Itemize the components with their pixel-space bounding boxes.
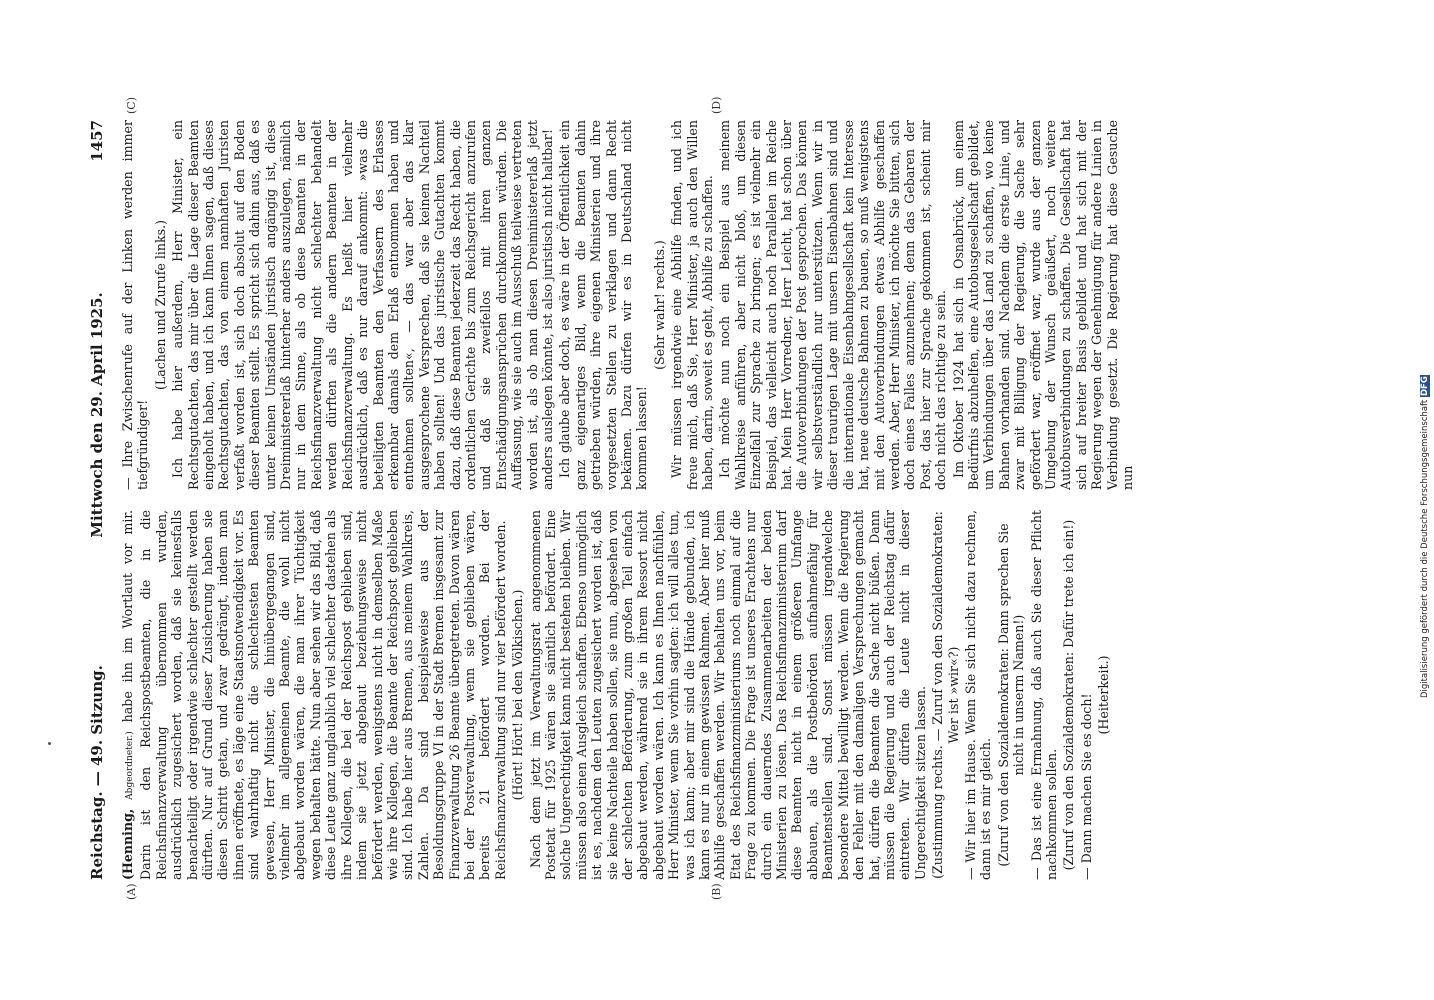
speaker-name: (Henning,: [120, 808, 135, 880]
header-session: Reichstag. — 49. Sitzung.: [88, 665, 106, 880]
paragraph-text: habe ihn im Wortlaut vor mir. Darin ist den Reichspostbeamten, die in die Reichsfinanzverwaltung übernommen wurden, ausdrücklich zugesichert worden, daß sie keinesfalls benachteiligt oder irgendwie schlechter gestellt werden dürften. Nur auf Grund dieser Zusicherung haben sie diesen Schritt getan, und zwar gedrängt, indem man ihnen eröffnete, es läge eine Staatsnotwendigkeit vor. Es sind wahrhaftig nicht die schlechtesten Beamten gewesen, Herr Minister, die hinübergegangen sind, vielmehr im allgemeinen Beamte, die wohl nicht abgebaut worden wären, die man ihrer Tüchtigkeit wegen behalten hätte. Nun aber sehen wir das Bild, daß diese Leute ganz unglaublich viel schlechter dastehen als ihre Kollegen, die bei der Reichspost geblieben sind, indem sie jetzt abgebaut beziehungsweise nicht befördert werden, wenigstens nicht in demselben Maße wie ihre Kollegen, die Beamte der Reichspost geblieben sind. Ich habe hier aus Bremen, aus meinem Wahlkreis, Zahlen. Da sind beispielsweise aus der Besoldungsgruppe VI in der Stadt Bremen insgesamt zur Finanzverwaltung 26 Beamte übergetreten. Davon wären bei der Postverwaltung, wenn sie geblieben wären, bereits 21 befördert worden. Bei der Reichsfinanzverwaltung sind nur vier befördert worden.: [120, 510, 508, 880]
paragraph-text: Ich glaube aber doch, es wäre in der Öffentlichkeit ein ganz eigenartiges Bild, wenn die Beamten dahin getrieben würden, ihre eigenen Ministerien und ihre vorgesetzten Stellen zu verklagen und dann Recht bekämen. Dazu dürfen wir es in Deutschland nicht kommen lassen!: [557, 120, 650, 490]
left-column: [120, 510, 1300, 880]
paragraph-text: Nach dem jetzt im Verwaltungsrat angenommenen Postetat für 1925 wären sie sämtlich befördert. Eine solche Ungerechtigkeit kann nicht bestehen bleiben. Wir müssen also einen Ausgleich schaffen. Ebenso unmöglich ist es, nachdem den Leuten zugesichert worden ist, daß sie keine Nachteile haben sollen, sie nun, abgesehen von der schlechten Beförderung, zum großen Teil einfach abgebaut werden, während sie in ihrem Ressort nicht abgebaut worden wären. Ich kann es Ihnen nachfühlen, Herr Minister, wenn Sie vorhin sagten: ich will alles tun, was ich kann; aber mir sind die Hände gebunden, ich kann es nur in einem gewissen Rahmen. Aber hier muß Abhilfe geschaffen werden. Wir behalten uns vor, beim Etat des Reichsfinanzministeriums noch einmal auf die Frage zu kommen. Die Frage ist unseres Erachtens nur durch ein dauerndes Zusammenarbeiten der beiden Ministerien zu lösen. Das Reichsfinanzministerium darf diese Beamten nicht in einem größeren Umfange abbauen, als die Postbehörden aufnahmefähig für Beamtenstellen sind. Sonst müssen irgendwelche besondere Mittel bewilligt werden. Wenn die Regierung den Fehler mit den damaligen Versprechungen gemacht hat, dürfen die Beamten die Sache nicht büßen. Dann müssen die Regierung und auch der Reichstag dafür eintreten. Wir dürfen die Leute nicht in dieser Ungerechtigkeit sitzen lassen.: [527, 510, 928, 880]
paragraph-text: Ich habe hier außerdem, Herr Minister, ein Rechtsgutachten, das mir über die Lage dieser Beamten eingeholt haben, und ich kann Ihnen sagen, daß dieses Rechtsgutachten, das von einem namhaften Juristen verfaßt worden ist, sich doch absolut auf den Boden dieser Beamten stellt. Es spricht sich dahin aus, daß es unter keinen Umständen juristisch angängig ist, diese Dreiministererlaß hinterher anders auszulegen, nämlich nur in dem Sinne, als ob diese Beamten in der Reichsfinanzverwaltung nicht schlechter behandelt werden dürften als die andern Beamten in der Reichsfinanzverwaltung. Es heißt hier vielmehr ausdrücklich, daß es nur darauf ankommt: »was die beteiligten Beamten den Verfassern des Erlasses erkennbar damals dem Erlaß entnommen haben und entnehmen sollten«, — das war aber das klar ausgesprochene Versprechen, daß sie keinen Nachteil haben sollten! Und das juristische Gutachten kommt dazu, daß diese Beamten jederzeit das Recht haben, die ordentlichen Gerichte bis zum Reichsgericht anzurufen und daß sie zweifellos mit ihren ganzen Entschädigungsansprüchen durchkommen würden. Die Auffassung, wie sie auch im Ausschuß teilweise vertreten worden ist, als ob man diesen Dreiministererlaß jetzt anders auslegen könnte, ist also juristisch nicht haltbar!: [170, 120, 555, 490]
paragraph: [120, 510, 508, 880]
header-date-page: [88, 120, 106, 538]
interjection: (Heiterkeit.): [1096, 655, 1112, 735]
reply-line: — Dann machen Sie es doch!: [1078, 693, 1094, 880]
reply-line: — Ihre Zwischenrufe auf der Linken werden immer tiefgründiger!: [120, 120, 151, 490]
paragraph-text: Wir müssen irgendwie eine Abhilfe finden, und ich freue mich, daß Sie, Herr Minister, ja auch den Willen haben, darin, soweit es geht, Abhilfe zu schaffen.: [669, 120, 716, 490]
interjection: (Zustimmung rechts. — Zuruf von den Sozialdemokraten: Wer ist »wir«?): [930, 511, 961, 879]
paragraph: [717, 120, 948, 490]
header-date: Mittwoch den 29. April 1925.: [88, 292, 106, 538]
speaker-role: Abgeordneter.): [125, 731, 135, 800]
credit-text: Digitalisierung gefördert durch die Deutsche Forschungsgemeinschaft: [1420, 399, 1430, 698]
interjection: (Zuruf von den Sozialdemokraten: Dann sprechen Sie nicht in unserm Namen!): [995, 523, 1027, 867]
paragraph: [951, 120, 1136, 490]
paragraph: [669, 120, 715, 490]
interjection: (Sehr wahr! rechts.): [651, 240, 667, 370]
margin-marker-a: (A): [125, 883, 138, 900]
reply-line: — Wir hier im Hause. Wenn Sie sich nicht dazu rechnen, dann ist es mir gleich.: [962, 510, 994, 880]
paragraph: [557, 120, 649, 490]
page-header: [82, 120, 116, 880]
scan-speck: [48, 742, 51, 745]
margin-marker-c: (C): [125, 97, 138, 114]
interjection: (Lachen und Zurufe links.): [152, 219, 168, 391]
paragraph: [528, 510, 929, 880]
right-column: [120, 120, 1300, 490]
margin-marker-b: (B): [710, 883, 723, 900]
page-number: 1457: [88, 120, 106, 162]
dfg-logo: DFG: [1420, 376, 1430, 397]
interjection: (Hört! Hört! bei den Völkischen.): [510, 589, 526, 801]
digitization-credit: [1420, 8, 1430, 698]
margin-marker-d: (D): [710, 96, 723, 114]
interjection: (Zuruf von den Sozialdemokraten: Dafür trete ich ein!): [1061, 519, 1077, 871]
paragraph-text: Im Oktober 1924 hat sich in Osnabrück, um einem Bedürfnis abzuhelfen, eine Autobusgesellschaft gebildet, um Verbindungen über das Land zu schaffen, wo keine Bahnen vorhanden sind. Nachdem die erste Linie, und zwar mit Billigung der Regierung, die Sache sehr gefördert war, eröffnet war, wurde aus der ganzen Umgebung der Wunsch geäußert, noch weitere Autobusverbindungen zu schaffen. Die Gesellschaft hat sich auf breiter Basis gebildet und hat sich mit der Regierung wegen der Genehmigung für andere Linien in Verbindung gesetzt. Die Regierung hat diese Gesuche nun: [950, 120, 1135, 490]
paragraph: [170, 120, 555, 490]
paragraph-text: Ich möchte nun noch ein Beispiel aus meinem Wahlkreise anführen, aber nicht bloß, um diesen Einzelfall zur Sprache zu bringen; es ist vielmehr ein Beispiel, das vielleicht auch noch Parallelen im Reiche hat. Mein Herr Vorredner, Herr Leicht, hat schon über die Autoverbindungen der Post gesprochen. Das können wir selbstverständlich nur unterstützen. Wenn wir in dieser traurigen Lage mit unsern Eisenbahnen sind und die internationale Eisenbahngesellschaft kein Interesse hat, neue deutsche Bahnen zu bauen, so muß wenigstens mit den Autoverbindungen etwas Abhilfe geschaffen werden. Aber, Herr Minister, ich möchte Sie bitten, sich doch eines Falles anzunehmen; denn das Gebaren der Post, das hier zur Sprache gekommen ist, scheint mir doch nicht das richtige zu sein.: [717, 120, 949, 490]
reply-line: — Das ist eine Ermahnung, daß auch Sie dieser Pflicht nachkommen sollen.: [1028, 510, 1059, 880]
